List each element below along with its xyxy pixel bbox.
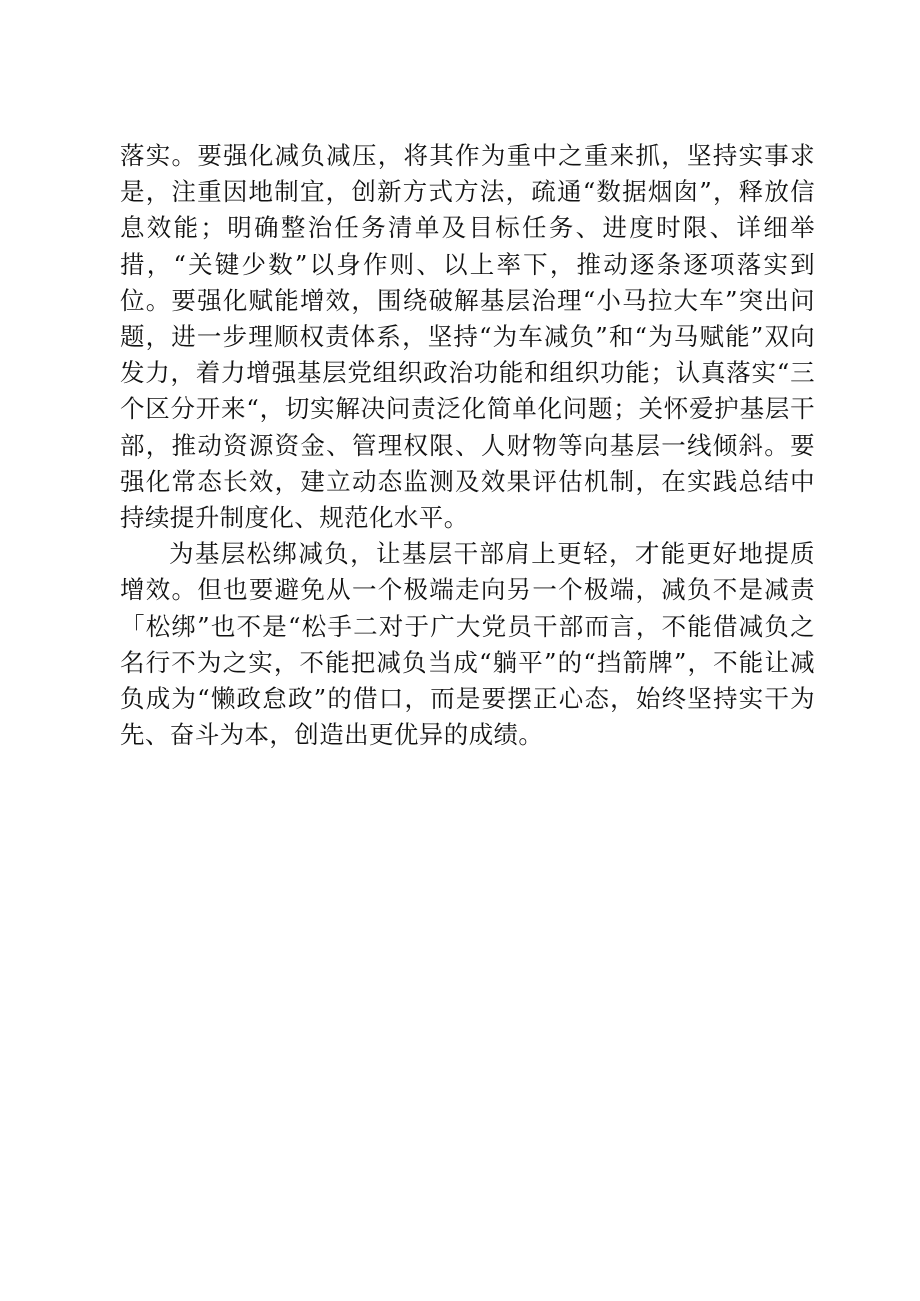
paragraph-conclusion: 为基层松绑减负，让基层干部肩上更轻，才能更好地提质增效。但也要避免从一个极端走向另一个极端，减负不是减责「松绑”也不是“松手二对于广大党员干部而言，不能借减负之名行不为之实，不能把减负当成“躺平”的“挡箭牌”，不能让减负成为“懒政怠政”的借口，而是要摆正心态，始终坚持实干为先、奋斗为本，创造出更优异的成绩。 — [120, 539, 815, 750]
document-body — [120, 138, 815, 753]
paragraph-continuation: 落实。要强化减负减压，将其作为重中之重来抓，坚持实事求是，注重因地制宜，创新方式方法，疏通“数据烟囱”，释放信息效能；明确整治任务清单及目标任务、进度时限、详细举措，“关键少数”以身作则、以上率下，推动逐条逐项落实到位。要强化赋能增效，围绕破解基层治理“小马拉大车”突出问题，进一步理顺权责体系，坚持“为车减负”和“为马赋能”双向发力，着力增强基层党组织政治功能和组织功能；认真落实“三个区分开来“，切实解决问责泛化简单化问题；关怀爱护基层干部，推动资源资金、管理权限、人财物等向基层一线倾斜。要强化常态长效，建立动态监测及效果评估机制，在实践总结中持续提升制度化、规范化水平。 — [120, 141, 815, 533]
